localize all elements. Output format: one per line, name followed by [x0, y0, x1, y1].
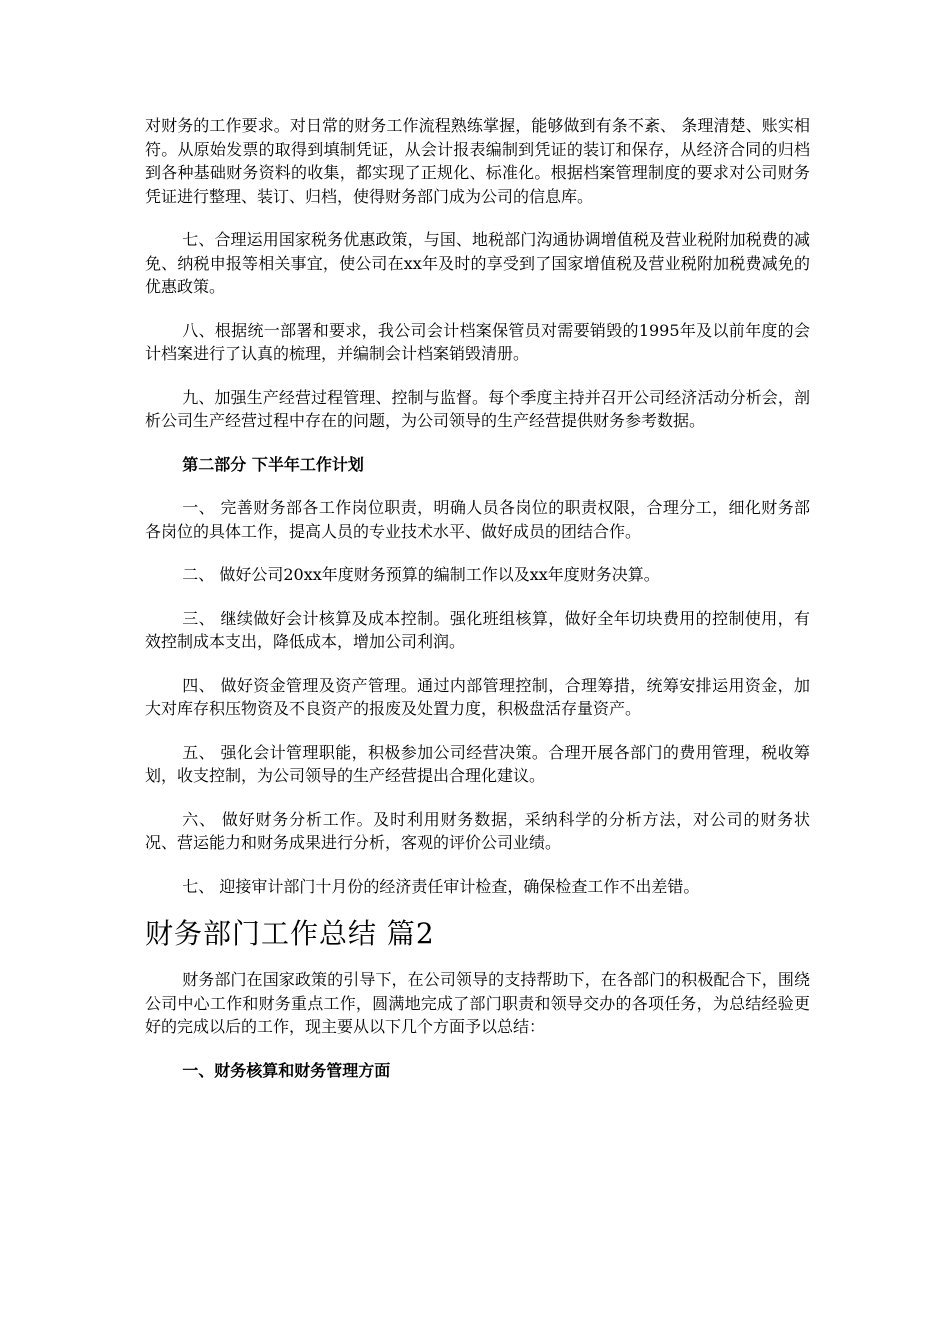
- document-page: [145, 114, 810, 1082]
- paragraph-item-9: 九、加强生产经营过程管理、控制与监督。每个季度主持并召开公司经济活动分析会，剖析公司生产经营过程中存在的问题，为公司领导的生产经营提供财务参考数据。: [145, 387, 810, 430]
- section2-subhead: 一、财务核算和财务管理方面: [182, 1060, 391, 1080]
- part2-heading: 第二部分 下半年工作计划: [182, 454, 364, 474]
- plan-item-4: 四、 做好资金管理及资产管理。通过内部管理控制，合理筹措，统筹安排运用资金，加大对库存积压物资及不良资产的报废及处置力度，积极盘活存量资产。: [145, 675, 810, 718]
- section2-intro: 财务部门在国家政策的引导下，在公司领导的支持帮助下，在各部门的积极配合下，围绕公司中心工作和财务重点工作，圆满地完成了部门职责和领导交办的各项任务，为总结经验更好的完成以后的工作，现主要从以下几个方面予以总结：: [145, 970, 810, 1036]
- plan-item-3: 三、 继续做好会计核算及成本控制。强化班组核算，做好全年切块费用的控制使用，有效控制成本支出，降低成本，增加公司利润。: [145, 608, 810, 651]
- section2-title: 财务部门工作总结 篇2: [145, 917, 435, 950]
- paragraph-continuation: 对财务的工作要求。对日常的财务工作流程熟练掌握，能够做到有条不紊、 条理清楚、账实相符。从原始发票的取得到填制凭证，从会计报表编制到凭证的装订和保存，从经济合同的归档到各种基础财务资料的收集，都实现了正规化、标准化。根据档案管理制度的要求对公司财务凭证进行整理、装订、归档，使得财务部门成为公司的信息库。: [145, 116, 810, 206]
- plan-item-5: 五、 强化会计管理职能，积极参加公司经营决策。合理开展各部门的费用管理，税收筹划，收支控制，为公司领导的生产经营提出合理化建议。: [145, 742, 810, 785]
- plan-item-2: 二、 做好公司20xx年度财务预算的编制工作以及xx年度财务决算。: [182, 565, 660, 584]
- paragraph-item-8: 八、根据统一部署和要求，我公司会计档案保管员对需要销毁的1995年及以前年度的会计档案进行了认真的梳理，并编制会计档案销毁清册。: [145, 320, 810, 363]
- plan-item-6: 六、 做好财务分析工作。及时利用财务数据，采纳科学的分析方法，对公司的财务状况、营运能力和财务成果进行分析，客观的评价公司业绩。: [145, 809, 810, 852]
- plan-item-1: 一、 完善财务部各工作岗位职责，明确人员各岗位的职责权限，合理分工，细化财务部各岗位的具体工作，提高人员的专业技术水平、做好成员的团结合作。: [145, 498, 810, 541]
- paragraph-item-7: 七、合理运用国家税务优惠政策，与国、地税部门沟通协调增值税及营业税附加税费的减免、纳税申报等相关事宜，使公司在xx年及时的享受到了国家增值税及营业税附加税费减免的优惠政策。: [145, 230, 810, 296]
- plan-item-7: 七、 迎接审计部门十月份的经济责任审计检查，确保检查工作不出差错。: [182, 876, 700, 896]
